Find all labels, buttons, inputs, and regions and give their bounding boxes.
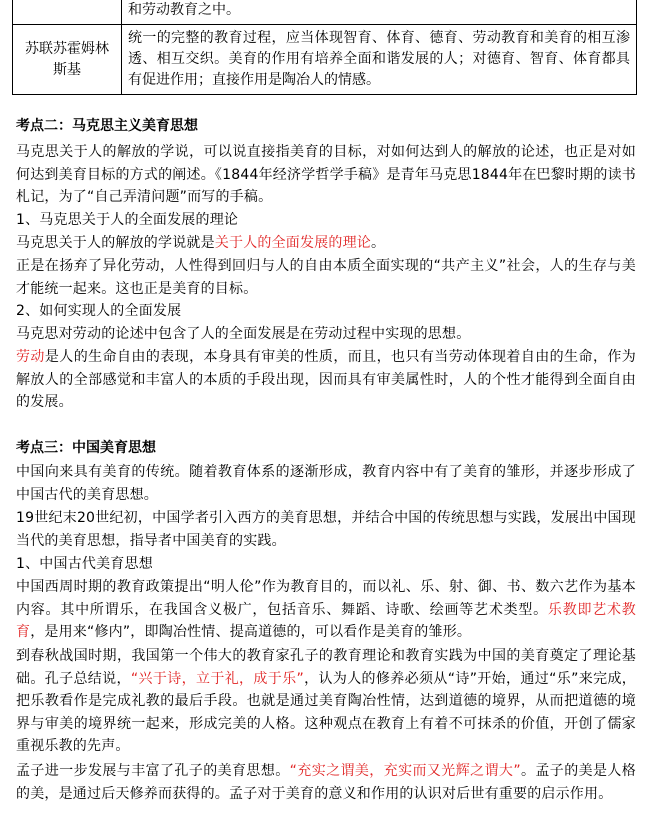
paragraph [16, 645, 636, 758]
text-segment: 马克思关于人的解放的学说就是 [16, 235, 215, 251]
paragraph: 19世纪末20世纪初，中国学者引入西方的美育思想，并结合中国的传统思想与实践，发展出中国现当代的美育思想，指导者中国美育的实践。 [16, 510, 636, 549]
paragraph: 马克思对劳动的论述中包含了人的全面发展是在劳动过程中实现的思想。 [16, 326, 471, 342]
table-cell-content: 和劳动教育之中。 [122, 0, 637, 25]
text-segment: 是人的生命自由的表现，本身具有审美的性质，而且，也只有当劳动体现着自由的生命，作为解放人的全部感觉和丰富人的本质的手段出现，因而具有审美属性时，人的个性才能得到全面自由的发展。 [16, 349, 637, 410]
paragraph [16, 232, 636, 255]
paragraph: 正是在扬弃了异化劳动，人性得到回归与人的自由本质全面实现的“共产主义”社会，人的生存与美才能统一起来。这也正是美育的目标。 [16, 258, 636, 297]
text-segment: ，认为人的修养必须从“诗”开始，通过“乐”来完成，把乐教看作是完成礼教的最后手段。也就是通过美育陶冶性情，达到道德的境界，从而把道德的境界与审美的境界统一起来，形成完美的人格。这种观点在教育上有着不可抹杀的价值，开创了儒家重视乐教的先声。 [16, 670, 637, 754]
comparison-table [12, 0, 637, 95]
table-cell-name [13, 0, 122, 25]
paragraph [16, 346, 636, 414]
paragraph: 马克思关于人的解放的学说，可以说直接指美育的目标，对如何达到人的解放的论述，也正是对如何达到美育目标的方式的阐述。《1844年经济学哲学手稿》是青年马克思1844年在巴黎时期的读书札记，为了“自己弄清问题”而写的手稿。 [16, 144, 636, 205]
text-segment: 孟子进一步发展与丰富了孔子的美育思想。 [16, 763, 290, 779]
paragraph [16, 576, 636, 644]
table-row [13, 0, 637, 25]
subheading: 1、中国古代美育思想 [16, 556, 153, 572]
table-cell-name: 苏联苏霍姆林斯基 [13, 25, 122, 95]
text-segment: 。孟子的美是人格的美，是通过后天修养而获得的。孟子对于美育的意义和作用的认识对后世有重要的启示作用。 [16, 763, 636, 802]
subheading: 1、马克思关于人的全面发展的理论 [16, 212, 239, 228]
table-row [13, 25, 637, 95]
highlighted-text: “充实之谓美，充实而又光辉之谓大” [289, 763, 521, 779]
text-segment: 到春秋战国时期，我国第一个伟大的教育家孔子的教育理论和教育实践为中国的美育奠定了理论基础。孔子总结说， [16, 648, 636, 687]
section-heading-china: 考点三：中国美育思想 [16, 440, 156, 456]
text-segment: 中国西周时期的教育政策提出“明人伦”作为教育目的，而以礼、乐、射、御、书、数六艺作为基本内容。其中所谓乐，在我国含义极广，包括音乐、舞蹈、诗歌、绘画等艺术类型。 [16, 579, 636, 618]
highlighted-text: 劳动 [16, 349, 45, 365]
highlighted-text: 乐教即艺术教育 [16, 601, 636, 640]
table-cell-content: 统一的完整的教育过程，应当体现智育、体育、德育、劳动教育和美育的相互渗透、相互交织。美育的作用有培养全面和谐发展的人；对德育、智育、体育都具有促进作用；直接作用是陶冶人的情感。 [122, 25, 637, 95]
highlighted-text: 关于人的全面发展的理论 [214, 235, 372, 251]
paragraph: 中国向来具有美育的传统。随着教育体系的逐渐形成，教育内容中有了美育的雏形，并逐步形成了中国古代的美育思想。 [16, 464, 636, 503]
text-segment: 。 [371, 235, 386, 251]
subheading: 2、如何实现人的全面发展 [16, 303, 182, 319]
highlighted-text: “兴于诗，立于礼，成于乐” [130, 670, 304, 687]
section-heading-marxism: 考点二：马克思主义美育思想 [16, 118, 198, 134]
paragraph [16, 760, 636, 805]
text-segment: ，是用来“修内”，即陶冶性情、提高道德的，可以看作是美育的雏形。 [30, 624, 472, 640]
